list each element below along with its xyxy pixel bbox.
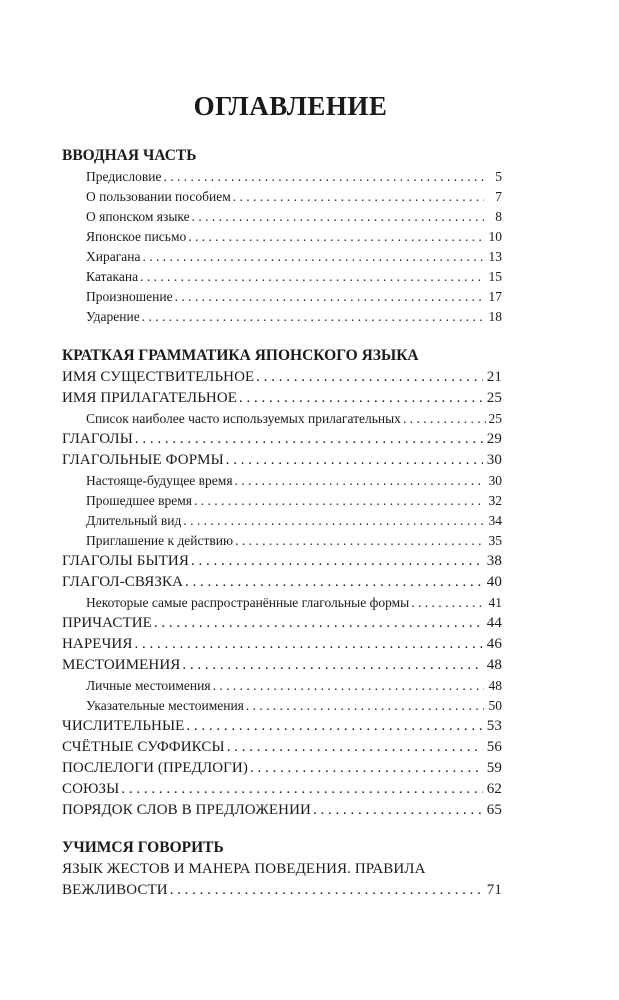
dot-leader	[246, 698, 484, 714]
toc-entry-page: 32	[488, 493, 502, 508]
toc-entry[interactable]	[62, 802, 502, 819]
toc-entry-page: 30	[488, 473, 502, 488]
dot-leader	[163, 169, 484, 185]
toc-entry[interactable]	[62, 739, 502, 756]
toc-entry-label: Японское письмо	[86, 229, 187, 244]
toc-entry-label: ГЛАГОЛЫ	[62, 431, 133, 447]
toc-entry-page: 48	[488, 678, 502, 693]
toc-entry-page: 25	[486, 390, 502, 406]
toc-entry[interactable]	[62, 636, 502, 653]
dot-leader	[192, 209, 484, 225]
toc-entry[interactable]	[62, 882, 502, 899]
toc-entry[interactable]	[62, 553, 502, 570]
toc-entry-page: 62	[486, 781, 502, 797]
dot-leader	[185, 574, 483, 591]
toc-entry-label: НАРЕЧИЯ	[62, 636, 133, 652]
toc-entry[interactable]	[86, 513, 502, 529]
toc-entry-page: 35	[488, 533, 502, 548]
dot-leader	[142, 309, 484, 325]
toc-entry-label[interactable]: ЯЗЫК ЖЕСТОВ И МАНЕРА ПОВЕДЕНИЯ. ПРАВИЛА	[62, 861, 426, 877]
toc-entry-page: 5	[495, 169, 502, 184]
dot-leader	[411, 595, 486, 611]
toc-entry-page: 34	[488, 513, 502, 528]
dot-leader	[233, 189, 484, 205]
toc-entry-label: Предисловие	[86, 169, 162, 184]
dot-leader	[182, 657, 482, 674]
toc-entry-page: 46	[486, 636, 502, 652]
toc-entry[interactable]	[62, 615, 502, 632]
toc-entry[interactable]	[62, 390, 502, 407]
toc-entry-page: 15	[488, 269, 502, 284]
section-heading-introduction: ВВОДНАЯ ЧАСТЬ	[62, 147, 197, 164]
dot-leader	[134, 636, 482, 653]
toc-entry[interactable]	[62, 452, 502, 469]
toc-entry-page: 21	[486, 369, 502, 385]
toc-entry-label: ИМЯ ПРИЛАГАТЕЛЬНОЕ	[62, 390, 238, 406]
toc-entry-label: ГЛАГОЛЬНЫЕ ФОРМЫ	[62, 452, 224, 468]
toc-entry[interactable]	[62, 781, 502, 798]
toc-entry-label: ГЛАГОЛЫ БЫТИЯ	[62, 553, 189, 569]
toc-entry-label: ПОСЛЕЛОГИ (ПРЕДЛОГИ)	[62, 760, 248, 776]
toc-entry-label: Приглашение к действию	[86, 533, 234, 548]
toc-entry-page: 25	[488, 411, 502, 426]
dot-leader	[256, 369, 483, 386]
toc-entry-label: ПРИЧАСТИЕ	[62, 615, 152, 631]
toc-entry[interactable]	[86, 249, 502, 265]
dot-leader	[135, 431, 483, 448]
toc-entry-page: 59	[486, 760, 502, 776]
toc-entry-label: Список наиболее часто используемых прилагательных	[86, 411, 401, 426]
toc-entry-page: 50	[488, 698, 502, 713]
toc-entry-label: СЧЁТНЫЕ СУФФИКСЫ	[62, 739, 225, 755]
dot-leader	[235, 533, 484, 549]
dot-leader	[403, 411, 486, 427]
toc-entry-page: 71	[486, 882, 502, 898]
toc-entry-label: СОЮЗЫ	[62, 781, 120, 797]
dot-leader	[140, 269, 484, 285]
toc-entry[interactable]	[86, 533, 502, 549]
toc-entry-page: 13	[488, 249, 502, 264]
dot-leader	[188, 229, 484, 245]
toc-entry-page: 56	[486, 739, 502, 755]
toc-entry-label: Личные местоимения	[86, 678, 211, 693]
dot-leader	[227, 739, 483, 756]
dot-leader	[170, 882, 483, 899]
toc-entry-page: 18	[488, 309, 502, 324]
toc-entry[interactable]	[86, 309, 502, 325]
toc-entry-label: Указательные местоимения	[86, 698, 244, 713]
toc-entry-label: О пользовании пособием	[86, 189, 231, 204]
toc-entry[interactable]	[86, 411, 502, 427]
toc-entry-page: 40	[486, 574, 502, 590]
page-title: ОГЛАВЛЕНИЕ	[193, 91, 388, 121]
toc-entry[interactable]	[86, 678, 502, 694]
section-heading-speaking: УЧИМСЯ ГОВОРИТЬ	[62, 839, 224, 856]
toc-entry-label: Некоторые самые распространённые глагольные формы	[86, 595, 410, 610]
dot-leader	[250, 760, 483, 777]
toc-entry-label: ЧИСЛИТЕЛЬНЫЕ	[62, 718, 185, 734]
dot-leader	[213, 678, 484, 694]
dot-leader	[183, 513, 484, 529]
toc-entry-page: 48	[486, 657, 502, 673]
toc-entry[interactable]	[86, 189, 502, 205]
toc-entry[interactable]	[62, 431, 502, 448]
toc-entry[interactable]	[62, 369, 502, 386]
toc-entry[interactable]	[86, 209, 502, 225]
toc-entry-page: 53	[486, 718, 502, 734]
toc-entry[interactable]	[62, 718, 502, 735]
toc-entry-page: 17	[488, 289, 502, 304]
toc-entry-label: О японском языке	[86, 209, 190, 224]
toc-entry[interactable]	[86, 289, 502, 305]
dot-leader	[142, 249, 484, 265]
toc-entry-label: ГЛАГОЛ-СВЯЗКА	[62, 574, 184, 590]
toc-entry-page: 7	[495, 189, 502, 204]
toc-entry[interactable]	[86, 169, 502, 185]
toc-entry-label: Ударение	[86, 309, 140, 324]
toc-entry-page: 29	[486, 431, 502, 447]
toc-entry-label: ПОРЯДОК СЛОВ В ПРЕДЛОЖЕНИИ	[62, 802, 311, 818]
toc-entry-page: 65	[486, 802, 502, 818]
dot-leader	[186, 718, 482, 735]
toc-entry-page: 10	[488, 229, 502, 244]
toc-entry-label: Хирагана	[86, 249, 141, 264]
toc-entry[interactable]	[62, 574, 502, 591]
toc-entry-page: 8	[495, 209, 502, 224]
dot-leader	[313, 802, 483, 819]
dot-leader	[175, 289, 484, 305]
toc-entry-label: Настояще-будущее время	[86, 473, 233, 488]
dot-leader	[194, 493, 484, 509]
dot-leader	[235, 473, 484, 489]
toc-entry-page: 44	[486, 615, 502, 631]
toc-entry[interactable]	[62, 760, 502, 777]
section-heading-grammar: КРАТКАЯ ГРАММАТИКА ЯПОНСКОГО ЯЗЫКА	[62, 347, 419, 364]
toc-entry[interactable]	[86, 269, 502, 285]
dot-leader	[191, 553, 483, 570]
toc-entry-label: МЕСТОИМЕНИЯ	[62, 657, 181, 673]
toc-entry[interactable]	[86, 493, 502, 509]
toc-entry[interactable]	[86, 698, 502, 714]
toc-entry-label: ИМЯ СУЩЕСТВИТЕЛЬНОЕ	[62, 369, 255, 385]
toc-entry[interactable]	[86, 473, 502, 489]
dot-leader	[121, 781, 482, 798]
toc-entry-page: 30	[486, 452, 502, 468]
dot-leader	[239, 390, 483, 407]
toc-entry-page: 38	[486, 553, 502, 569]
toc-entry-label: Прошедшее время	[86, 493, 192, 508]
toc-entry[interactable]	[86, 595, 502, 611]
toc-entry-page: 41	[488, 595, 502, 610]
toc-entry-label: ВЕЖЛИВОСТИ	[62, 882, 168, 898]
dot-leader	[226, 452, 483, 469]
toc-entry-label: Произношение	[86, 289, 173, 304]
toc-entry[interactable]	[62, 657, 502, 674]
toc-entry[interactable]	[86, 229, 502, 245]
dot-leader	[154, 615, 483, 632]
toc-entry-label: Длительный вид	[86, 513, 182, 528]
toc-entry-label: Катакана	[86, 269, 139, 284]
